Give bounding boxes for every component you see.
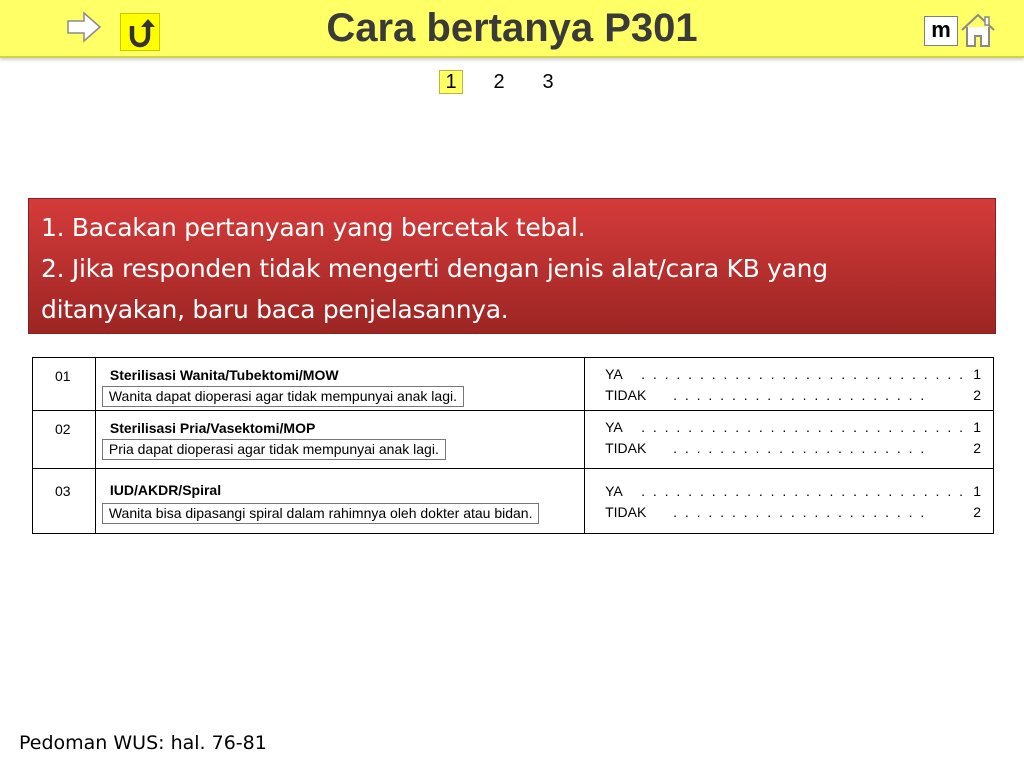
footer-reference: Pedoman WUS: hal. 76-81 (19, 732, 267, 754)
page-3-link[interactable]: 3 (542, 71, 554, 93)
question-cell (95, 358, 584, 411)
page-selector (0, 70, 1024, 96)
table-row (33, 358, 994, 411)
question-table (32, 357, 994, 534)
table-row (33, 468, 994, 534)
page-1-link[interactable]: 1 (439, 70, 463, 94)
answer-label: TIDAK (605, 440, 647, 457)
instruction-line-3: ditanyakan, baru baca penjelasannya. (41, 295, 509, 324)
question-cell (95, 468, 584, 534)
page-2-link[interactable]: 2 (493, 71, 505, 93)
answer-tidak (605, 502, 981, 523)
answer-leader-dots: . . . . . . . . . . . . . . . . . . . . . . (673, 440, 927, 457)
question-description: Wanita bisa dipasangi spiral dalam rahimnya oleh dokter atau bidan. (102, 503, 540, 524)
answer-leader-dots: . . . . . . . . . . . . . . . . . . . . . . (673, 503, 927, 520)
answer-code: 2 (973, 387, 981, 403)
answer-ya (605, 364, 981, 385)
answer-leader-dots: . . . . . . . . . . . . . . . . . . . . . . . . . . . . (641, 482, 965, 499)
instruction-line-1: 1. Bacakan pertanyaan yang bercetak tebal. (41, 213, 586, 242)
m-button[interactable]: m (924, 16, 958, 46)
answer-leader-dots: . . . . . . . . . . . . . . . . . . . . . . (673, 387, 927, 403)
answer-code: 2 (973, 440, 981, 457)
answer-label: TIDAK (605, 503, 647, 520)
instruction-box (28, 198, 996, 334)
row-code: 01 (33, 358, 96, 411)
question-title: Sterilisasi Pria/Vasektomi/MOP (109, 420, 316, 437)
answer-cell (585, 468, 994, 534)
answer-cell (585, 358, 994, 411)
home-icon[interactable] (958, 11, 998, 49)
answer-leader-dots: . . . . . . . . . . . . . . . . . . . . . . . . . . . . (641, 366, 965, 382)
answer-ya (605, 417, 981, 438)
page-title: Cara bertanya P301 (326, 6, 698, 50)
answer-code: 1 (973, 482, 981, 499)
answer-label: TIDAK (605, 387, 647, 403)
answer-tidak (605, 385, 981, 406)
answer-cell (585, 411, 994, 468)
question-description: Wanita dapat dioperasi agar tidak mempunyai anak lagi. (102, 386, 464, 407)
answer-tidak (605, 438, 981, 459)
question-title: Sterilisasi Wanita/Tubektomi/MOW (109, 367, 339, 383)
answer-label: YA (605, 419, 623, 436)
answer-code: 1 (973, 419, 981, 436)
answer-label: YA (605, 482, 623, 499)
row-code: 02 (33, 411, 96, 468)
top-bar (0, 0, 1024, 58)
question-cell (95, 411, 584, 468)
answer-label: YA (605, 366, 623, 382)
row-code: 03 (33, 468, 96, 534)
table-row (33, 411, 994, 468)
answer-ya (605, 481, 981, 502)
question-description: Pria dapat dioperasi agar tidak mempunyai anak lagi. (102, 439, 446, 460)
answer-code: 2 (973, 503, 981, 520)
answer-leader-dots: . . . . . . . . . . . . . . . . . . . . . . . . . . . . (641, 419, 965, 436)
instruction-line-2: 2. Jika responden tidak mengerti dengan jenis alat/cara KB yang (41, 254, 828, 283)
question-title: IUD/AKDR/Spiral (109, 481, 222, 498)
answer-code: 1 (973, 366, 981, 382)
